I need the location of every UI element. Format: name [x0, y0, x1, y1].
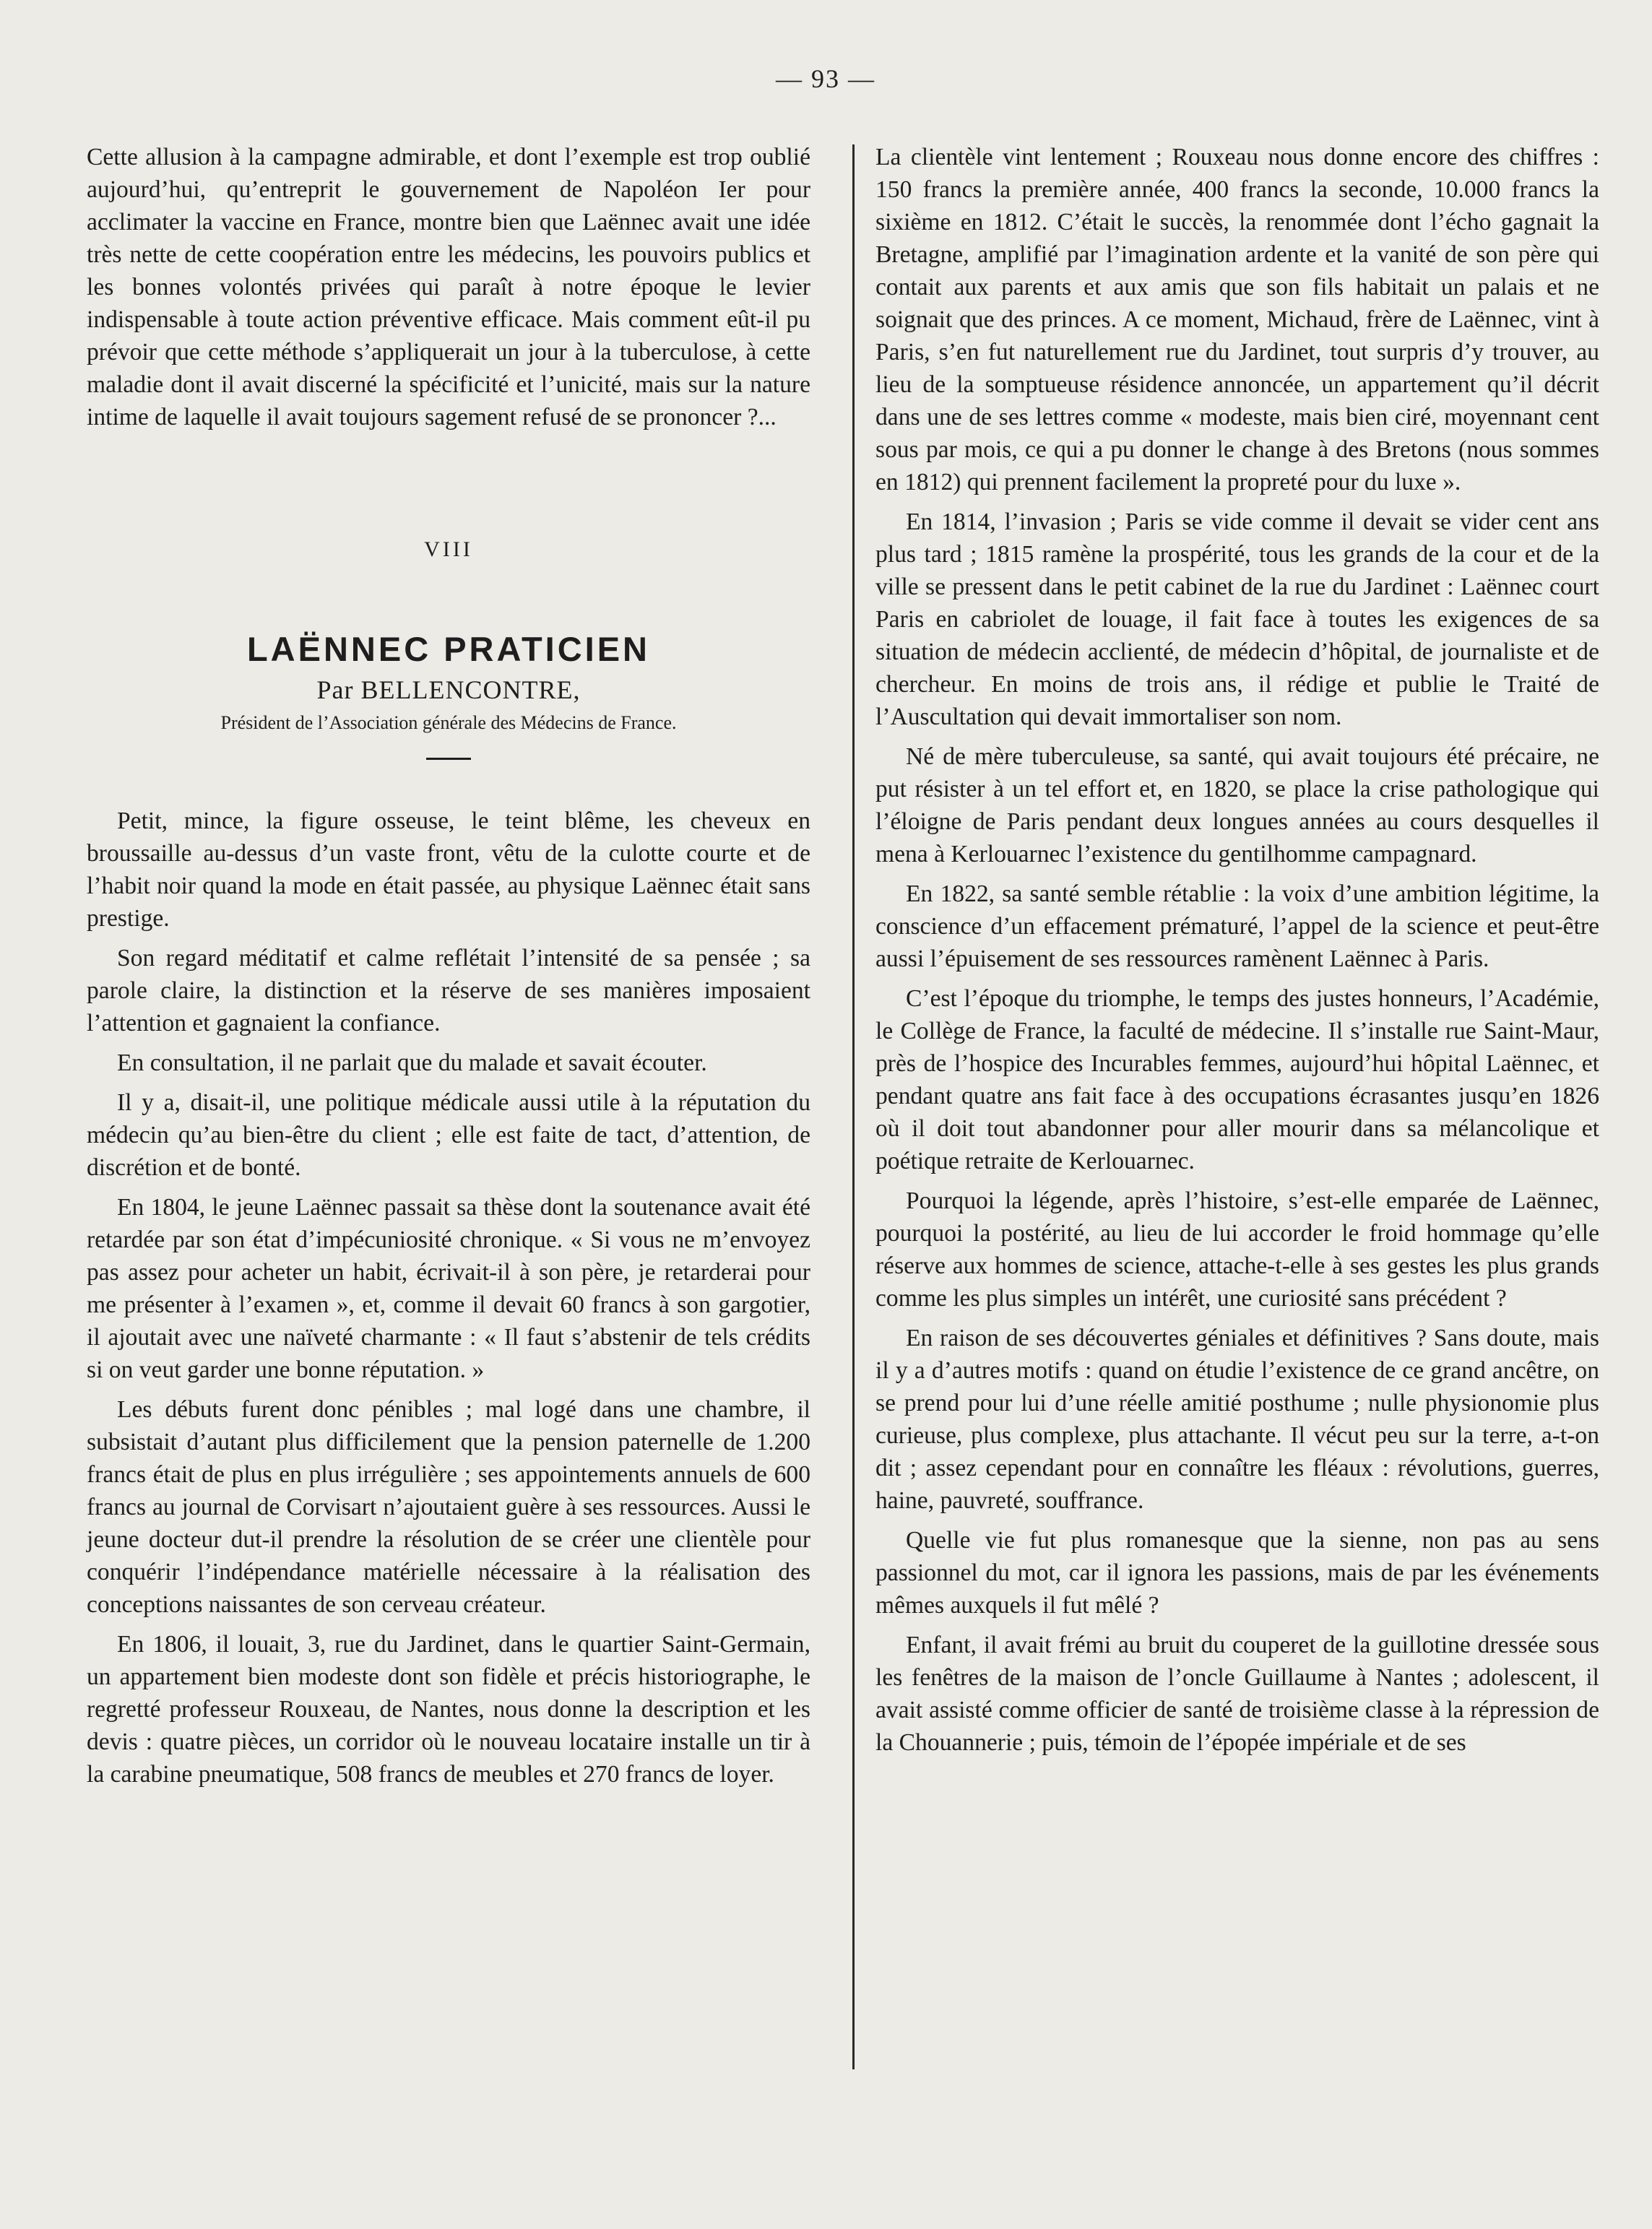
body-paragraph: La clientèle vint lentement ; Rouxeau nous donne encore des chiffres : 150 francs la première année, 400 francs la seconde, 10.000 francs la sixième en 1812. C’était le succès, la renommée dont l’écho gagnait la Bretagne, amplifié par l’imagination ardente et la vanité de son père qui contait aux parents et aux amis que son fils habitait un palais et ne soignait que des princes. A ce moment, Michaud, frère de Laënnec, vint à Paris, s’en fut naturellement rue du Jardinet, tout surpris d’y trouver, au lieu de la somptueuse résidence annoncée, un appartement qu’il décrit dans une de ses lettres comme « modeste, mais bien ciré, moyennant cent sous par mois, ce qui a pu donner le change à des Bretons (nous sommes en 1812) qui prennent facilement la propreté pour du luxe ».: [875, 144, 1599, 495]
body-paragraph: En 1814, l’invasion ; Paris se vide comme il devait se vider cent ans plus tard ; 1815 ramène la prospérité, tous les grands de la cour et de la ville se pressent dans le petit cabinet de la rue du Jardinet : Laënnec court Paris en cabriolet de louage, il fait face à toutes les exigences de sa situation de médecin acclienté, de médecin d’hôpital, de journaliste et de chercheur. En moins de trois ans, il rédige et publie le Traité de l’Auscultation qui devait immortaliser son nom.: [875, 508, 1599, 730]
body-paragraph: Enfant, il avait frémi au bruit du couperet de la guillotine dressée sous les fenêtres de la maison de l’oncle Guillaume à Nantes ; adolescent, il avait assisté comme officier de santé de troisième classe à la répression de la Chouannerie ; puis, témoin de l’épopée impériale et de ses: [875, 1632, 1599, 1756]
body-paragraph: En 1806, il louait, 3, rue du Jardinet, dans le quartier Saint-Germain, un appartement bien modeste dont son fidèle et précis historiographe, le regretté professeur Rouxeau, de Nantes, nous donne la description et les devis : quatre pièces, un corridor où le nouveau locataire installe un tir à la carabine pneumatique, 508 francs de meubles et 270 francs de loyer.: [87, 1631, 810, 1788]
body-paragraph: Pourquoi la légende, après l’histoire, s’est-elle emparée de Laënnec, pourquoi la postérité, au lieu de lui accorder le froid hommage qu’elle réserve aux hommes de science, attache-t-elle à ses gestes les plus grands comme les plus simples un intérêt, une curiosité sans précédent ?: [875, 1187, 1599, 1312]
page-number: — 93 —: [776, 64, 875, 93]
body-paragraph: En raison de ses découvertes géniales et définitives ? Sans doute, mais il y a d’autres motifs : quand on étudie l’existence de ce grand ancêtre, on se prend pour lui d’une réelle amitié posthume ; nulle physionomie plus curieuse, plus complexe, plus attachante. Il vécut peu sur la terre, a-t-on dit ; assez cependant pour en connaître les fléaux : révolutions, guerres, haine, pauvreté, souffrance.: [875, 1325, 1599, 1514]
body-paragraph: C’est l’époque du triomphe, le temps des justes honneurs, l’Académie, le Collège de France, la faculté de médecine. Il s’installe rue Saint-Maur, près de l’hospice des Incurables femmes, aujourd’hui hôpital Laënnec, et pendant quatre ans fait face à des occupations écrasantes jusqu’en 1826 où il doit tout abandonner pour aller mourir dans sa mélancolique et poétique retraite de Kerlouarnec.: [875, 985, 1599, 1174]
author-role: Président de l’Association générale des Médecins de France.: [220, 712, 677, 733]
body-paragraph: En consultation, il ne parlait que du malade et savait écouter.: [117, 1049, 707, 1076]
right-column: [875, 141, 1599, 1766]
body-paragraph: En 1822, sa santé semble rétablie : la voix d’une ambition légitime, la conscience d’un effacement prématuré, l’appel de la science et peut-être aussi l’épuisement de ses ressources ramènent Laënnec à Paris.: [875, 880, 1599, 972]
body-paragraph: Il y a, disait-il, une politique médicale aussi utile à la réputation du médecin qu’au bien-être du client ; elle est faite de tact, d’attention, de discrétion et de bonté.: [87, 1089, 810, 1181]
article-title: LAËNNEC PRATICIEN: [246, 630, 651, 668]
body-paragraph: Né de mère tuberculeuse, sa santé, qui avait toujours été précaire, ne put résister à un tel effort et, en 1820, se place la crise pathologique qui l’éloigne de Paris pendant deux longues années au cours desquelles il mena à Kerlouarnec l’existence du gentilhomme campagnard.: [875, 743, 1599, 867]
body-paragraph: Quelle vie fut plus romanesque que la sienne, non pas au sens passionnel du mot, car il ignora les passions, mais de par les événements mêmes auxquels il fut mêlé ?: [875, 1527, 1599, 1619]
body-paragraph: Petit, mince, la figure osseuse, le teint blême, les cheveux en broussaille au-dessus d’un vaste front, vêtu de la culotte courte et de l’habit noir quand la mode en était passée, au physique Laënnec était sans prestige.: [87, 808, 810, 932]
section-number: VIII: [424, 537, 473, 561]
title-rule: [426, 758, 471, 760]
author-line: Par BELLENCONTRE,: [316, 675, 581, 704]
body-paragraph: Son regard méditatif et calme reflétait l’intensité de sa pensée ; sa parole claire, la distinction et la réserve de ses manières imposaient l’attention et gagnaient la confiance.: [87, 945, 810, 1036]
body-paragraph: En 1804, le jeune Laënnec passait sa thèse dont la soutenance avait été retardée par son état d’impécuniosité chronique. « Si vous ne m’envoyez pas assez pour acheter un habit, écrivait-il à son père, je retarderai pour me présenter à l’examen », et, comme il devait 60 francs à son gargotier, il ajoutait avec une naïveté charmante : « Il faut s’abstenir de tels crédits si on veut garder une bonne réputation. »: [87, 1194, 810, 1383]
intro-paragraph: Cette allusion à la campagne admirable, et dont l’exemple est trop oublié aujourd’hui, qu’entreprit le gouvernement de Napoléon Ier pour acclimater la vaccine en France, montre bien que Laënnec avait une idée très nette de cette coopération entre les médecins, les pouvoirs publics et les bonnes volontés privées qui paraît à notre époque le levier indispensable à toute action préventive efficace. Mais comment eût-il pu prévoir que cette méthode s’appliquerait un jour à la tuberculose, à cette maladie dont il avait discerné la spécificité et l’unicité, mais sur la nature intime de laquelle il avait toujours sagement refusé de se prononcer ?...: [87, 144, 810, 430]
left-column: [87, 141, 810, 1798]
body-paragraph: Les débuts furent donc pénibles ; mal logé dans une chambre, il subsistait d’autant plus difficilement que la pension paternelle de 1.200 francs était de plus en plus irrégulière ; ses appointements annuels de 600 francs au journal de Corvisart n’ajoutaient guère à ses ressources. Aussi le jeune docteur dut-il prendre la résolution de se créer une clientèle pour conquérir l’indépendance matérielle nécessaire à la réalisation des conceptions naissantes de son cerveau créateur.: [87, 1396, 810, 1618]
column-divider: [852, 144, 855, 2069]
